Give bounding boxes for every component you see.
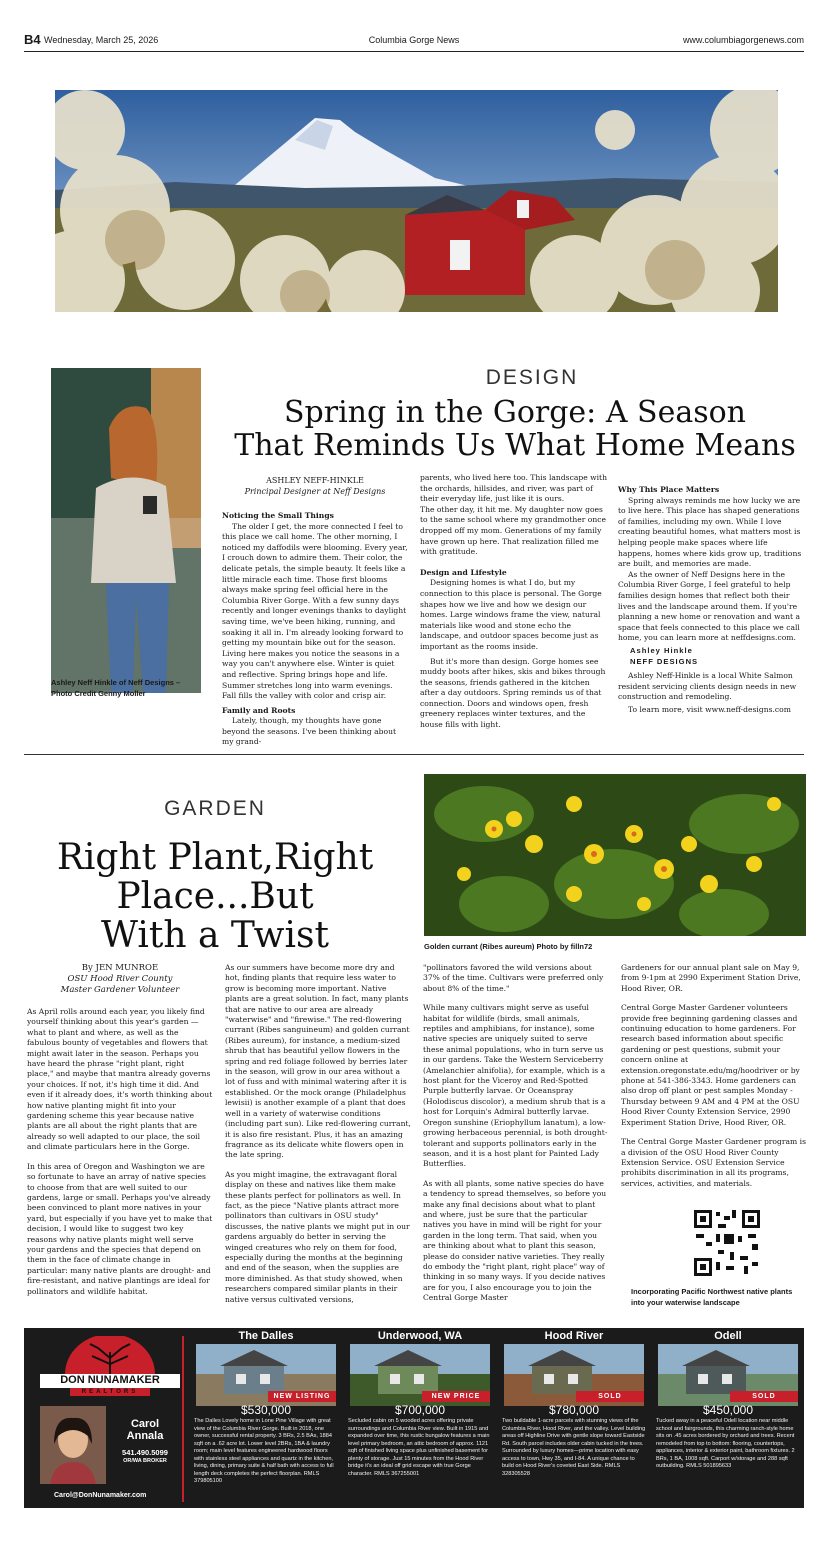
hero-photo-barn-mountain	[55, 90, 778, 312]
section-heading: Design and Lifestyle	[420, 567, 507, 577]
paragraph: The other day, it hit me. My daughter now goes to the same school where my grandmother once dropped off my mom. Generations of my family have grown up here. That realization filled me with gratitude.	[420, 504, 607, 557]
paragraph: As our summers have become more dry and hot, finding plants that require less water to grow is becoming more important. Native plants are a great solution. In fact, many plants that are native to our area are already "waterwise" and "firewise." The red-flowering currant (Ribes sanguineum) and golden currant (Ribes aureum), for instance, a medium-sized shrub that has beautiful yellow flowers in the spring and red foliage followed by berries later in the season, will grow in our area without a lot of fuss and with minimal watering after it is established. Or the mock orange (Philadelphus lewisii) is another example of a plant that does well in a variety of waterwise conditions (including part sun). Like red-flowering currant, it is also fire resistant. Plus, it has an amazing fragrance as its delicate white flowers open in the late spring.	[225, 963, 411, 1160]
listing-price: $780,000	[548, 1403, 600, 1417]
agent-email[interactable]: Carol@DonNunamaker.com	[54, 1492, 147, 1499]
design-headline-line1: Spring in the Gorge: A Season	[283, 395, 746, 430]
paragraph: The Central Gorge Master Gardener program is a division of the OSU Hood River County Extension Service. OSU Extension Service prohibits discrimination in all its programs, services, activities, and materials.	[621, 1137, 806, 1188]
garden-headline	[40, 838, 390, 955]
garden-column-4	[621, 963, 807, 1198]
listing-card[interactable]	[654, 1328, 802, 1508]
listing-description: Secluded cabin on 5 wooded acres offering private surroundings and Columbia River view. Built in 1915 and expanded over time, this rustic bungalow features a main level primary bedroom, an attic bedroom of approx. 1121 sqft of finished living space plus unfinished basement for plenty of storage. Just 15 minutes from the Hood River bridge it's an ideal off grid escape with true Gorge character. RMLS 367255001	[348, 1418, 490, 1477]
author-link[interactable]: To learn more, visit www.neff-designs.com	[628, 704, 791, 714]
design-column-3	[618, 481, 804, 715]
page-header	[24, 32, 804, 52]
design-author-role: Principal Designer at Neff Designs	[244, 487, 386, 496]
paragraph: Lately, though, my thoughts have gone beyond the seasons. I've been thinking about my grand-	[222, 716, 397, 747]
design-author: ASHLEY NEFF-HINKLE	[266, 476, 364, 485]
listing-card[interactable]	[192, 1328, 340, 1508]
paragraph: As you might imagine, the extravagant floral display on these and natives like them make these plants perfect for pollinators as well. In fact, as the piece "Native plants attract more pollinators than cultivars in OSU study" discusses, the native plants we might put in our gardens arguably do better in serving the winged creatures who rely on them for food, especially during the months at the beginning and end of the season, when the supplies are more diminished. As that study showed, when researchers compared similar plants in their native versus cultivated versions,	[225, 1169, 410, 1304]
brand-name: DON NUNAMAKER	[60, 1374, 160, 1386]
paragraph: Central Gorge Master Gardener volunteers provide free beginning gardening classes and continuing education to home gardeners. For research based information about specific gardening or pest questions, submit your concern online at extension.oregonstate.edu/mg/hoodriver or by phone at 541-386-3343. Home gardeners can also drop off plant or pest samples Monday - Thursday between 9 AM and 4 PM at the OSU Hood River County Extension Service, 2990 Experiment Station Drive, Hood River, OR.	[621, 1003, 800, 1127]
design-column-1	[222, 507, 408, 748]
design-headline	[215, 396, 815, 462]
paragraph: While many cultivars might serve as useful habitat for wildlife (birds, small animals, reptiles and amphibians, for instance), some native species are uniquely suited to serve these animal populations, who in turn serve us in our gardens. Take the Western Serviceberry (Amelanchier alnifolia), for example, which is a host plant for the Viceroy and Red-Spotted Purple butterfly larvae. Or Oceanspray (Holodiscus discolor), a medium shrub that is a host for Lorquin's Admiral butterfly larvae. Oregon sunshine (Eriophyllum lanatum), a low-growing herbaceous perennial, is both drought-tolerant and supports pollinators early in the season, and it is a host plant for Painted Lady Butterflies.	[423, 1003, 608, 1169]
garden-headline-line3: With a Twist	[101, 915, 329, 956]
brand-sub: REALTORS	[81, 1389, 139, 1395]
garden-column-3	[423, 963, 609, 1313]
agent-photo	[40, 1406, 106, 1484]
qr-caption: Incorporating Pacific Northwest native plants into your waterwise landscape	[631, 1287, 793, 1307]
paper-name: Columbia Gorge News	[368, 35, 460, 45]
agent-last-name: Annala	[126, 1430, 164, 1442]
listing-city: Underwood, WA	[377, 1330, 463, 1342]
listing-badge: NEW PRICE	[422, 1391, 490, 1402]
page-number: B4	[24, 32, 41, 47]
listing-description: Tucked away in a peaceful Odell location near middle school and fairgrounds, this charming ranch-style home sits on .45 acres bordered by orchard and trees. Recent remodeled from top to bottom: flooring, countertops, appliances, interior & exterior paint, bathroom fixtures. 2 BRs, 1 BA, 1008 sqft. Carport w/storage and 288 sqft outbuilding. RMLS 501895633	[656, 1418, 795, 1469]
listing-badge: SOLD	[576, 1391, 644, 1402]
agent-first-name: Carol	[130, 1418, 160, 1430]
signature-company: NEFF DESIGNS	[630, 656, 699, 666]
garden-headline-line2: Place...But	[116, 876, 314, 917]
paragraph: But it's more than design. Gorge homes see muddy boots after hikes, skis and bikes through the seasons, friends gathered in the kitchen after a day outdoors. Spring reminds us of that connection. Doors and windows open, fresh greenery replaces winter textures, and the house fills with light.	[420, 656, 606, 730]
paragraph: As the owner of Neff Designs here in the Columbia River Gorge, I feel grateful to help families design homes that reflect both their lives and the landscape around them. If you're planning a new home or renovation and want a space that feels connected to this place we call home, you can learn more at neffdesigns.com.	[618, 569, 800, 643]
agent-phone[interactable]: 541.490.5099	[122, 1448, 168, 1457]
portrait-caption: Ashley Neff Hinkle of Neff Designs – Photo Credit Genny Moller	[51, 678, 181, 698]
ad-divider	[182, 1336, 184, 1502]
garden-column-2	[225, 963, 411, 1314]
qr-code[interactable]	[692, 1208, 762, 1278]
listing-card[interactable]	[346, 1328, 494, 1508]
agent-role: OR/WA BROKER	[123, 1458, 167, 1464]
garden-author-role2: Master Gardener Volunteer	[60, 985, 180, 995]
real-estate-ad	[24, 1328, 804, 1508]
listing-description: The Dalles Lovely home in Lone Pine Village with great view of the Columbia River Gorge. Built in 2018, one owner, successful rental property. 3 BRs, 2.5 BAs, 1884 sqft on a .62 acre lot. Lower level 2BRs, 1BA & laundry room; main level features engineered hardwood floors with stainless steel appliances and quartz in the kitchen, living, dining, primary suite & half bath with access to full length deck completes the perfect floorplan. RMLS 379805100	[194, 1418, 334, 1484]
paragraph: "pollinators favored the wild versions about 37% of the time. Cultivars were preferred only about 8% of the time."	[423, 963, 604, 993]
paragraph: In this area of Oregon and Washington we are so fortunate to have an array of native species to choose from that are well suited to our gardens, large or small. Perhaps you've already been convinced to plant more natives in your yard, but especially if you have yet to make that decision, I would like to suggest two key reasons why native plants might well serve your gardens and the species that depend on them in the face of climate change in particular: many native plants are drought- and fire-resistant, and native plantings are ideal for pollinators and wildlife habitat.	[27, 1161, 213, 1296]
listing-card[interactable]	[500, 1328, 648, 1508]
signature-name: Ashley Hinkle	[630, 645, 693, 655]
listing-badge: SOLD	[730, 1391, 798, 1402]
listing-price: $450,000	[702, 1403, 754, 1417]
listing-price: $700,000	[394, 1403, 446, 1417]
listing-badge: NEW LISTING	[268, 1391, 336, 1402]
section-heading: Family and Roots	[222, 705, 296, 715]
listing-city: The Dalles	[238, 1330, 294, 1342]
paragraph: parents, who lived here too. This landscape with the orchards, hillsides, and river, was part of their everyday life, just like it is ours.	[420, 473, 608, 504]
golden-currant-photo	[424, 774, 806, 936]
listing-price: $530,000	[240, 1403, 292, 1417]
listing-city: Odell	[714, 1330, 742, 1342]
author-bio: Ashley Neff-Hinkle is a local White Salmon resident servicing clients design needs in new construction and remodeling.	[618, 671, 797, 702]
garden-author-role1: OSU Hood River County	[67, 974, 173, 984]
agent-name	[110, 1418, 180, 1442]
garden-byline	[40, 963, 200, 996]
currant-photo-caption: Golden currant (Ribes aureum) Photo by filln72	[424, 942, 593, 951]
design-byline	[220, 475, 410, 497]
design-headline-line2: That Reminds Us What Home Means	[234, 428, 796, 463]
garden-headline-line1: Right Plant,Right	[56, 837, 374, 878]
section-heading: Why This Place Matters	[618, 485, 720, 494]
issue-date: Wednesday, March 25, 2026	[44, 35, 159, 45]
paragraph: Gardeners for our annual plant sale on May 9, from 9-1pm at 2990 Experiment Station Drive, Hood River, OR.	[621, 963, 801, 993]
realtor-logo	[40, 1336, 180, 1396]
section-heading: Noticing the Small Things	[222, 511, 334, 520]
design-kicker: DESIGN	[485, 366, 579, 389]
author-portrait-photo	[51, 368, 201, 693]
garden-column-1	[27, 1007, 213, 1306]
paragraph: As with all plants, some native species do have a tendency to spread themselves, so before you make any final decisions about what to plant and where, just be sure that the particular natives you have in mind will be right for your garden in the long term. That said, when you are thinking about what to plant this season, please do consider native varieties. They really do embody the "right plant, right place" way of thinking in so many ways. If you decide natives are for you, I also encourage you to join the Central Gorge Master	[423, 1178, 607, 1303]
paragraph: The older I get, the more connected I feel to this place we call home. The other morning, I noticed my daffodils were blooming. Every year, I crouch down to admire them. Their color, the delicate petals, the simple beauty. It feels like a little miracle each time. Those first blooms always make spring feel official here in the Columbia River Gorge. With a few sunny days recently and longer evenings thanks to daylight saving time, we've been hiking, running, and soaking it all in. I'm already looking forward to getting my mountain bike out for the season. Living here makes you notice the seasons in a way you can't anywhere else. Winter is quiet and reflective. Spring brings hope and life. Summer stretches long into warm evenings. Fall fills the valley with color and crisp air.	[222, 521, 408, 701]
garden-author: By JEN MUNROE	[81, 963, 159, 973]
design-column-2	[420, 473, 608, 731]
paper-url[interactable]: www.columbiagorgenews.com	[682, 35, 804, 45]
listing-description: Two buildable 1-acre parcels with stunning views of the Columbia River, Hood River, and the valley. Level building areas off Highline Drive with gentle slope toward Eastside Rd. South parcel includes older cabin tucked in the trees. Surrounded by luxury homes—prime location with easy access to town, Hwy 35, and I-84. A unique chance to build on Hood River's coveted East Side. RMLS 328305528	[502, 1418, 646, 1477]
garden-kicker: GARDEN	[164, 797, 266, 820]
paragraph: Spring always reminds me how lucky we are to live here. This place has shaped generations of families, including my own. While I love creating beautiful homes, what matters most is helping people make spaces where life happens, homes where kids grow up, traditions are built, and memories are made.	[618, 495, 802, 569]
paragraph: As April rolls around each year, you likely find yourself thinking about this year's garden — what to plant and where, as well as the fabulous bounty of vegetables and flowers that might await later in the season. Perhaps you have heard the phrase "right plant, right place," and maybe that mantra already governs your choices. If not, it's high time it did. And even if it already does, it's worth thinking about how native planting might fit into your gardening scheme this year because native plants are all about the right plants that are already so well adapted to our place, the soil and climate particulars here in the Gorge.	[27, 1007, 213, 1152]
paragraph: Designing homes is what I do, but my connection to this place is personal. The Gorge shapes how we live and how we design our homes. Large windows frame the view, natural materials like wood and stone echo the landscape, and outdoor spaces become just as important as the rooms inside.	[420, 578, 602, 651]
section-divider	[24, 754, 804, 755]
listing-city: Hood River	[544, 1330, 604, 1342]
